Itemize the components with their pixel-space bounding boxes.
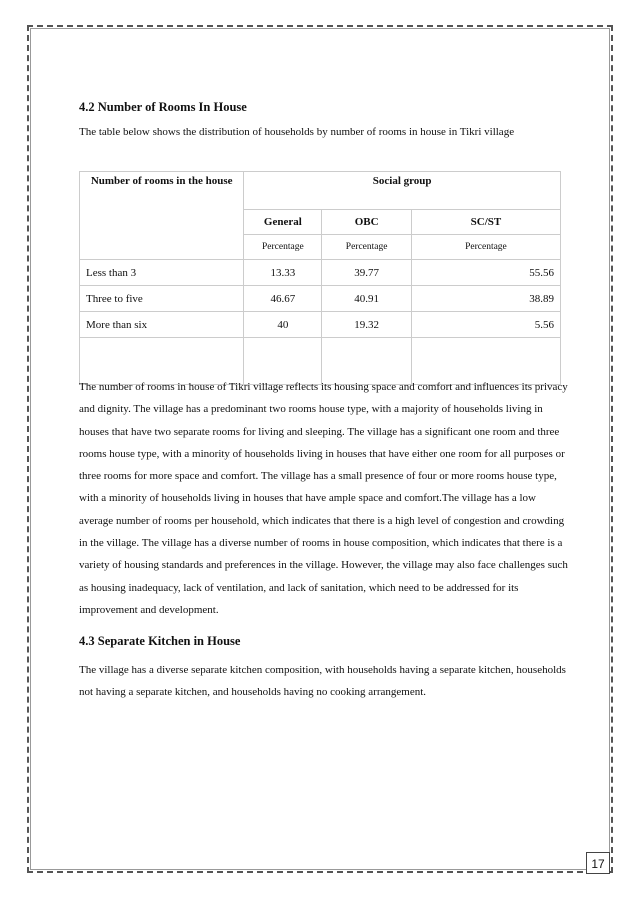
section-intro: The table below shows the distribution of households by number of rooms in house in Tikri village — [79, 126, 515, 138]
group-scst: SC/ST — [411, 210, 560, 235]
subheader-scst: Percentage — [411, 235, 560, 260]
table-row — [80, 260, 561, 286]
cell-general: 13.33 — [244, 260, 322, 286]
body-paragraph-kitchen: The village has a diverse separate kitchen composition, with households having a separate kitchen, households not having a separate kitchen, and households having no cooking arrangement. — [79, 664, 566, 699]
table-header-row — [80, 172, 561, 210]
group-general: General — [244, 210, 322, 235]
subheader-general: Percentage — [244, 235, 322, 260]
cell-general: 46.67 — [244, 286, 322, 312]
body-paragraph-rooms: The number of rooms in house of Tikri village reflects its housing space and comfort and influences its privacy and dignity. The village has a predominant two rooms house type, with a majority of households living in houses that have two separate rooms for living and sleeping. The village has a significant one room and three rooms house type, with a minority of households living in houses that have either one room for all purposes or three rooms for more space and comfort. The village has a small presence of four or more rooms house type, with a minority of households living in houses that have ample space and comfort.The village has a low average number of rooms per household, which indicates that there is a high level of congestion and crowding in the village. The village has a diverse number of rooms in house composition, which indicates that there is a variety of housing standards and preferences in the village. However, the village may also face challenges such as housing inadequacy, lack of ventilation, and lack of sanitation, which need to be addressed for its improvement and development. — [79, 381, 568, 616]
row-header-label: Number of rooms in the house — [80, 172, 244, 260]
table-row — [80, 286, 561, 312]
cell-scst: 55.56 — [411, 260, 560, 286]
page-number: 17 — [586, 852, 610, 874]
rooms-table — [79, 171, 561, 385]
cell-scst: 38.89 — [411, 286, 560, 312]
group-header: Social group — [244, 172, 561, 210]
table-row — [80, 312, 561, 338]
subheader-obc: Percentage — [322, 235, 412, 260]
cell-obc: 39.77 — [322, 260, 412, 286]
cell-obc: 19.32 — [322, 312, 412, 338]
section-heading-4-2: 4.2 Number of Rooms In House — [79, 100, 247, 114]
row-label: Three to five — [80, 286, 244, 312]
row-label: Less than 3 — [80, 260, 244, 286]
cell-general: 40 — [244, 312, 322, 338]
group-obc: OBC — [322, 210, 412, 235]
row-label: More than six — [80, 312, 244, 338]
cell-obc: 40.91 — [322, 286, 412, 312]
cell-scst: 5.56 — [411, 312, 560, 338]
section-heading-4-3: 4.3 Separate Kitchen in House — [79, 634, 241, 648]
